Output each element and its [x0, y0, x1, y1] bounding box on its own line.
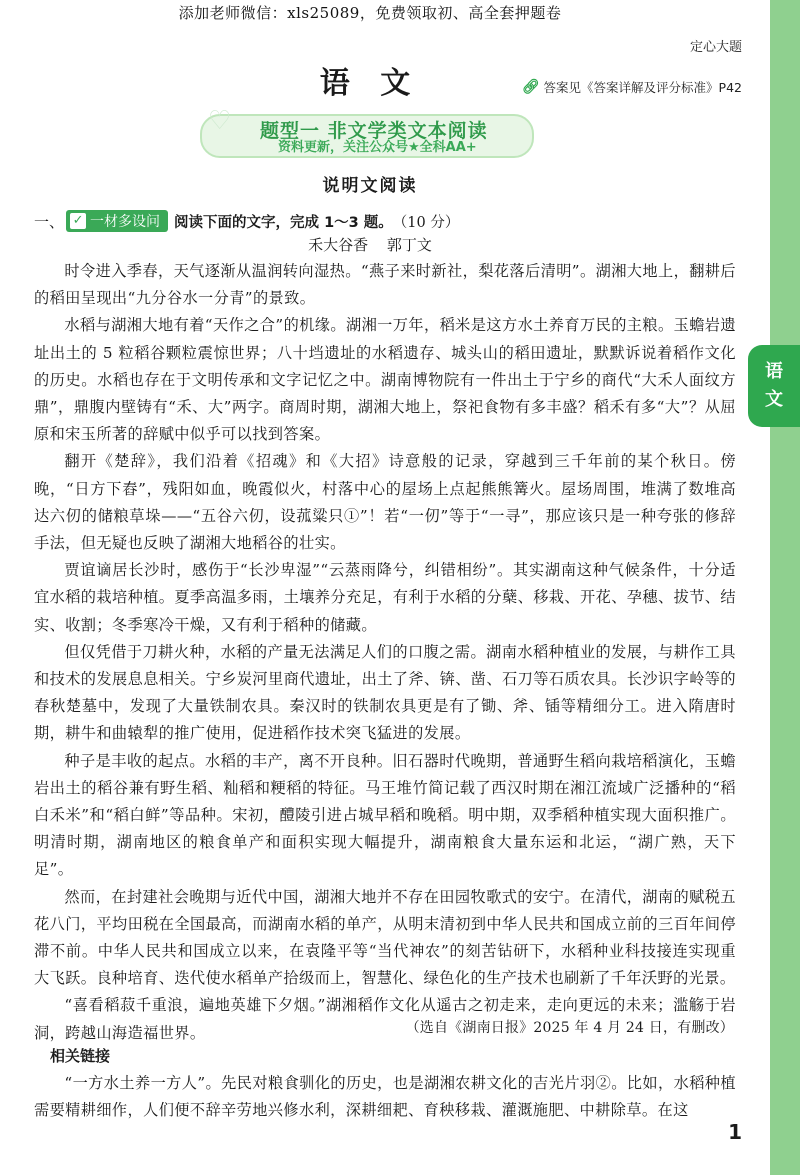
right-edge-stripe [770, 0, 800, 1175]
article-title: 禾大谷香 [308, 236, 369, 254]
answer-reference [522, 78, 742, 96]
article-heading [0, 234, 740, 255]
question-tag [66, 210, 168, 232]
article-paragraph: 然而，在封建社会晚期与近代中国，湖湘大地并不存在田园牧歌式的安宁。在清代，湖南的赋税五花八门，平均田税在全国最高，而湖南水稻的单产，从明末清初到中华人民共和国成立前的三百年间停滞不前。中华人民共和国成立以来，在袁隆平等“当代神农”的刻苦钻研下，水稻种业科技接连实现重大飞跃。良种培育、迭代使水稻单产拾级而上，智慧化、绿色化的生产技术也刷新了千年沃野的光景。 [34, 887, 736, 988]
article-paragraph: 但仅凭借于刀耕火种，水稻的产量无法满足人们的口腹之需。湖南水稻种植业的发展，与耕作工具和技术的发展息息相关。宁乡炭河里商代遗址，出土了斧、锛、凿、石刀等石质农具。长沙识字岭等的春秋楚墓中，发现了大量铁制农具。秦汉时的铁制农具更是有了锄、斧、锸等精细分工。进入隋唐时期，耕牛和曲辕犁的推广使用，促进稻作技术突飞猛进的发展。 [34, 642, 736, 743]
page-number: 1 [728, 1120, 742, 1144]
question-header [34, 210, 459, 232]
article-body [34, 258, 736, 1047]
banner-title: 题型一 非文学类文本阅读 [260, 120, 488, 142]
check-icon: ✓ [70, 213, 86, 229]
side-tab-char-2: 文 [765, 389, 783, 410]
question-number: 一、 [34, 212, 65, 231]
section-title: 说明文阅读 [322, 176, 418, 196]
article-paragraph: “喜看稻菽千重浪，遍地英雄下夕烟。”湖湘稻作文化从遥古之初走来，走向更远的未来；滥觞于岩洞，跨越山海造福世界。 [34, 996, 736, 1042]
side-tab-char-1: 语 [765, 361, 783, 382]
answer-reference-text: 答案见《答案详解及评分标准》P42 [543, 80, 742, 95]
question-score: （10 分） [392, 214, 460, 231]
series-label: 定心大题 [689, 40, 742, 55]
subject-side-tab [748, 345, 800, 427]
question-instruction: 阅读下面的文字，完成 1～3 题。 [174, 214, 393, 231]
related-link-heading: 相关链接 [50, 1047, 111, 1065]
related-paragraph: “一方水土养一方人”。先民对粮食驯化的历史，也是湖湘农耕文化的吉光片羽②。比如，水稻种植需要精耕细作，人们便不辞辛劳地兴修水利，深耕细耙、育秧移栽、灌溉施肥、中耕除草。在这 [34, 1074, 736, 1120]
watermark-text: 添加老师微信：xls25089，免费领取初、高全套押题卷 [178, 4, 562, 22]
article-paragraph: 时令进入季春，天气逐渐从温润转向湿热。“燕子来时新社，梨花落后清明”。湖湘大地上，翻耕后的稻田呈现出“九分谷水一分青”的景致。 [34, 262, 736, 308]
banner-overlay-text: 资料更新，关注公众号★全科AA+ [278, 140, 477, 155]
article-paragraph: 翻开《楚辞》，我们沿着《招魂》和《大招》诗意般的记录，穿越到三千年前的某个秋日。傍晚，“日方下舂”，残阳如血，晚霞似火，村落中心的屋场上点起熊熊篝火。屋场周围，堆满了数堆高达六仞的储粮草垛——“五谷六仞，设菰粱只①”！若“一仞”等于“一寻”，那应该只是一种夸张的修辞手法，但无疑也反映了湖湘大地稻谷的壮实。 [34, 452, 736, 553]
article-source: （选自《湖南日报》2025 年 4 月 24 日，有删改） [405, 1020, 734, 1036]
related-link-body [34, 1070, 736, 1124]
heart-decoration-icon: ♡ [208, 106, 232, 136]
article-paragraph: 水稻与湖湘大地有着“天作之合”的机缘。湖湘一万年，稻米是这方水土养育万民的主粮。玉蟾岩遗址出土的 5 粒稻谷颗粒震惊世界；八十垱遗址的水稻遗存、城头山的稻田遗址，默默诉说着稻作文化的历史。水稻也存在于文明传承和文字记忆之中。湖南博物院有一件出土于宁乡的商代“大禾人面纹方鼎”，鼎腹内壁铸有“禾、大”两字。商周时期，湖湘大地上，祭祀食物有多丰盛？稻禾有多“大”？从屈原和宋玉所著的辞赋中似乎可以找到答案。 [34, 316, 736, 444]
link-icon: 🔗︎ [521, 79, 540, 95]
article-author: 郭丁文 [386, 236, 432, 254]
question-tag-label: 一材多设问 [90, 214, 161, 230]
article-paragraph: 贾谊谪居长沙时，感伤于“长沙卑湿”“云蒸雨降兮，纠错相纷”。其实湖南这种气候条件，十分适宜水稻的栽培种植。夏季高温多雨，土壤养分充足，有利于水稻的分蘖、移栽、开花、孕穗、拔节、结实、收割；冬季寒冷干燥，又有利于稻种的储藏。 [34, 561, 736, 634]
article-paragraph: 种子是丰收的起点。水稻的丰产，离不开良种。旧石器时代晚期，普通野生稻向栽培稻演化，玉蟾岩出土的稻谷兼有野生稻、籼稻和粳稻的特征。马王堆竹简记载了西汉时期在湘江流域广泛播种的“稻白禾米”和“稻白鲜”等品种。宋初，醴陵引进占城早稻和晚稻。明中期，双季稻种植实现大面积推广。明清时期，湖南地区的粮食单产和面积实现大幅提升，湖南粮食大量东运和北运，“湖广熟，天下足”。 [34, 751, 736, 879]
subject-title: 语 文 [319, 66, 421, 101]
